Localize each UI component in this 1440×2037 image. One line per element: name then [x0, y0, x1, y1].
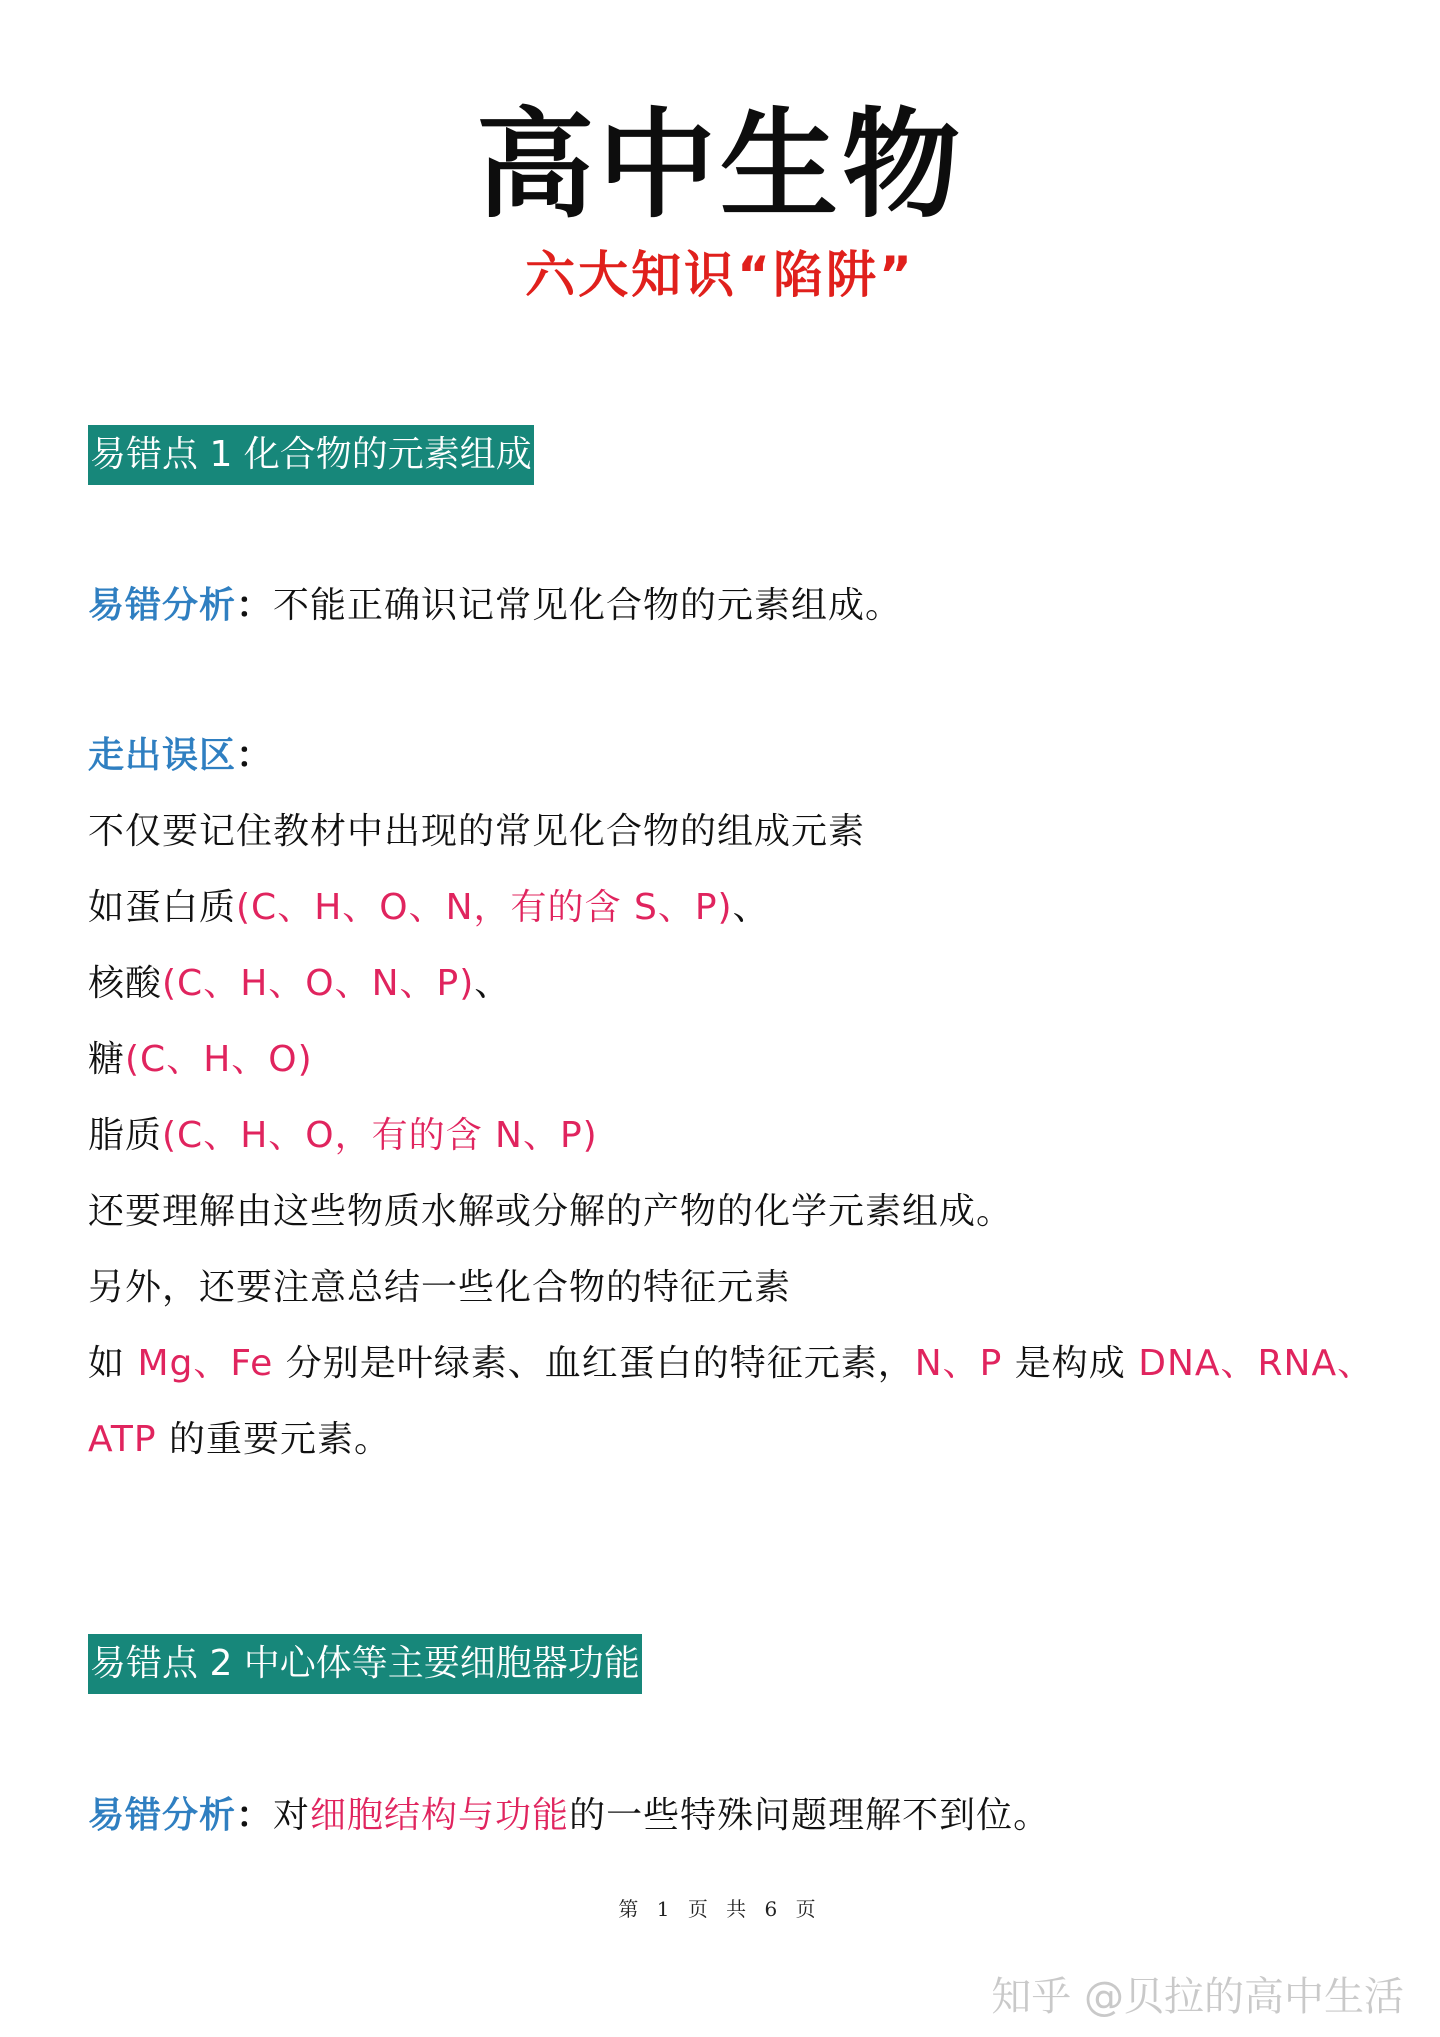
- tip-label: 走出误区: [88, 735, 237, 776]
- page-subtitle: 六大知识“陷阱”: [525, 246, 915, 304]
- nucleic-acid-label: 核酸: [88, 963, 163, 1004]
- analysis-label: 易错分析: [88, 585, 237, 626]
- l8-part-e: 是构成: [1002, 1343, 1139, 1384]
- analysis-2-highlight: 细胞结构与功能: [310, 1795, 570, 1836]
- l8-n-p: N、P: [914, 1343, 1003, 1384]
- analysis-colon: ：: [236, 585, 274, 626]
- nucleic-acid-elements: (C、H、O、N、P): [162, 963, 475, 1004]
- section-1-heading: 易错点 1 化合物的元素组成: [88, 425, 534, 485]
- tip-line-6: 还要理解由这些物质水解或分解的产物的化学元素组成。: [88, 1191, 1014, 1232]
- l8-part-c: 分别是叶绿素、血红蛋白的特征元素，: [273, 1343, 915, 1384]
- section-1-analysis: [88, 582, 902, 630]
- sugar-elements: (C、H、O): [125, 1039, 313, 1080]
- l9-atp: ATP: [88, 1419, 157, 1460]
- analysis-label-2: 易错分析: [88, 1795, 237, 1836]
- l9-rest: 的重要元素。: [156, 1419, 391, 1460]
- protein-label: 如蛋白质: [88, 887, 237, 928]
- tip-line-1: 不仅要记住教材中出现的常见化合物的组成元素: [88, 811, 866, 852]
- page-number: 第 1 页 共 6 页: [618, 1897, 822, 1921]
- analysis-text: 不能正确识记常见化合物的元素组成。: [273, 585, 903, 626]
- l8-mg-fe: Mg、Fe: [137, 1343, 274, 1384]
- tip-line-7: 另外，还要注意总结一些化合物的特征元素: [88, 1267, 792, 1308]
- tip-line-nucleic-acid: [88, 960, 511, 1008]
- zhihu-watermark: 知乎 @贝拉的高中生活: [991, 1974, 1404, 2020]
- tip-line-8: [88, 1340, 1374, 1388]
- analysis-2-part-3: 的一些特殊问题理解不到位。: [569, 1795, 1051, 1836]
- sugar-label: 糖: [88, 1039, 126, 1080]
- section-1-tip-heading: [88, 732, 273, 780]
- analysis-colon-2: ：: [236, 1795, 274, 1836]
- tip-line-sugar: [88, 1036, 313, 1084]
- lipid-label: 脂质: [88, 1115, 163, 1156]
- page-title: 高中生物: [475, 96, 964, 234]
- section-2-heading: 易错点 2 中心体等主要细胞器功能: [88, 1634, 642, 1694]
- protein-elements: (C、H、O、N，有的含 S、P): [236, 887, 733, 928]
- lipid-elements: (C、H、O，有的含 N、P): [162, 1115, 598, 1156]
- tip-line-9: [88, 1416, 391, 1464]
- tip-line-lipid: [88, 1112, 598, 1160]
- protein-sep: 、: [732, 887, 770, 928]
- l8-part-a: 如: [88, 1343, 138, 1384]
- tip-colon: ：: [236, 735, 274, 776]
- tip-line-protein: [88, 884, 770, 932]
- nucleic-acid-sep: 、: [474, 963, 512, 1004]
- l8-dna-rna: DNA、RNA、: [1138, 1343, 1375, 1384]
- section-2-analysis: [88, 1792, 1050, 1840]
- analysis-2-part-1: 对: [273, 1795, 311, 1836]
